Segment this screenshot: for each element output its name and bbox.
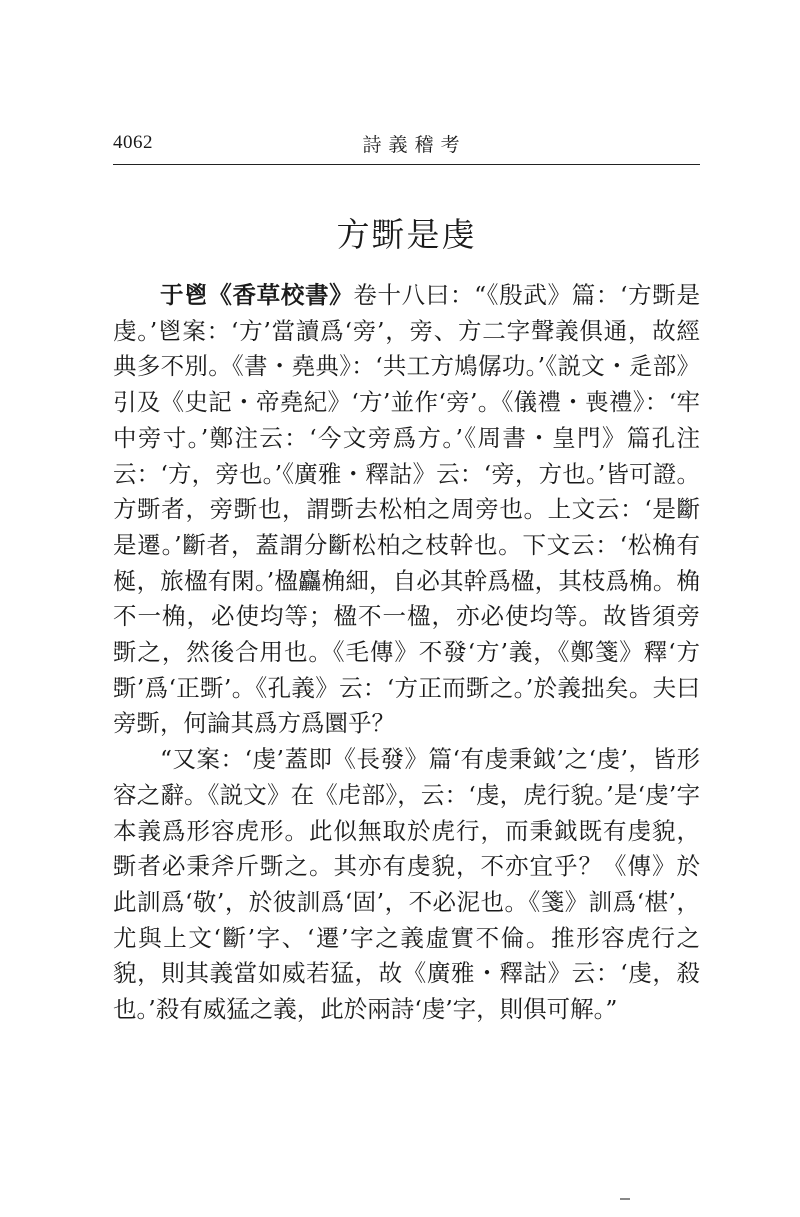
paragraph-2-text: “又案：‘虔’蓋即《長發》篇‘有虔秉鉞’之‘虔’，皆形容之辭。《説文》在《虍部》，云：‘虔，虎行貌。’是‘虔’字本義爲形容虎形。此似無取於虎行，而秉鉞既有虔貌，斲者必秉斧斤斲之。其亦有虔貌，不亦宜乎？《傳》於此訓爲‘敬’，於彼訓爲‘固’，不必泥也。《箋》訓爲‘椹’，尤與上文‘斷’字、‘遷’字之義虛實不倫。推形容虎行之貌，則其義當如威若猛，故《廣雅・釋詁》云：‘虔，殺也。’殺有威猛之義，此於兩詩‘虔’字，則俱可解。” (113, 745, 700, 1024)
section-title: 方斲是虔 (336, 215, 477, 254)
paragraph-1 (113, 278, 700, 742)
paragraph-2 (113, 742, 700, 1028)
paragraph-1-lead: 于鬯《香草校書》 (160, 281, 354, 309)
body-text (113, 278, 700, 1028)
page-number: 4062 (113, 132, 153, 153)
running-header (113, 128, 700, 162)
header-rule (113, 164, 700, 165)
running-title: 詩義稽考 (362, 134, 467, 156)
footer-mark (620, 1198, 630, 1200)
paragraph-1-text: 卷十八曰：“《殷武》篇：‘方斲是虔。’鬯案：‘方’當讀爲‘旁’，旁、方二字聲義俱通，故經典多不別。《書・堯典》：‘共工方鳩僝功。’《説文・辵部》引及《史記・帝堯紀》‘方’並作‘旁’。《儀禮・喪禮》：‘牢中旁寸。’鄭注云：‘今文旁爲方。’《周書・皇門》篇孔注云：‘方，旁也。’《廣雅・釋詁》云：‘旁，方也。’皆可證。方斲者，旁斲也，謂斲去松柏之周旁也。上文云：‘是斷是遷。’斷者，蓋謂分斷松柏之枝幹也。下文云：‘松桷有梴，旅楹有閑。’楹麤桷細，自必其幹爲楹，其枝爲桷。桷不一桷，必使均等；楹不一楹，亦必使均等。故皆須旁斲之，然後合用也。《毛傳》不發‘方’義，《鄭箋》釋‘方斲’爲‘正斲’。《孔義》云：‘方正而斲之。’於義拙矣。夫曰旁斲，何論其爲方爲圜乎？ (113, 281, 701, 738)
